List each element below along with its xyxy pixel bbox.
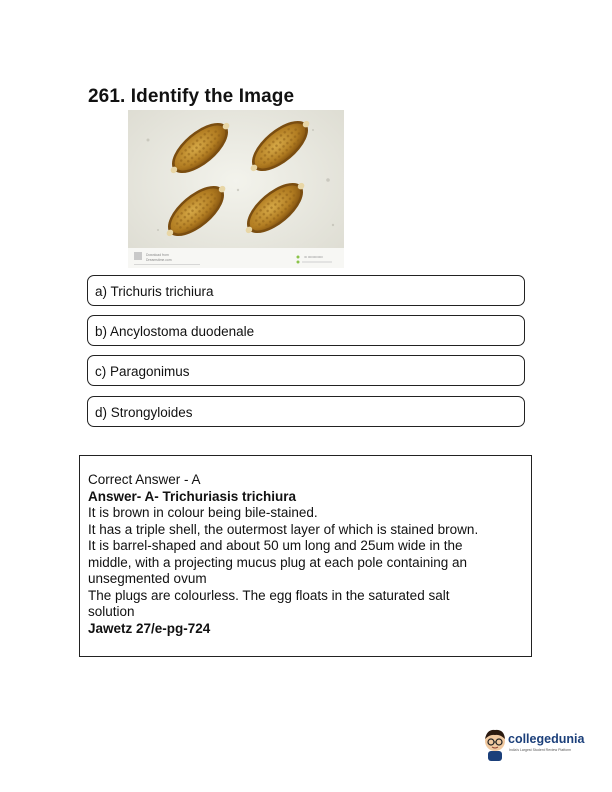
explanation-line: It is brown in colour being bile-stained. xyxy=(88,505,318,520)
explanation-line: It has a triple shell, the outermost layer of which is stained brown. xyxy=(88,521,479,537)
option-d-label: d) Strongyloides xyxy=(95,405,193,420)
watermark-source: Download from xyxy=(146,253,169,257)
correct-answer: Correct Answer - A xyxy=(88,472,201,487)
mascot-icon xyxy=(482,728,508,762)
explanation-line: It is barrel-shaped and about 50 um long and 25um wide in the xyxy=(88,538,463,553)
option-a-label: a) Trichuris trichiura xyxy=(95,284,214,299)
explanation-line: middle, with a projecting mucus plug at each pole containing an xyxy=(88,554,467,570)
reference: Jawetz 27/e-pg-724 xyxy=(88,620,211,636)
explanation-line: solution xyxy=(88,604,135,619)
answer-explanation-box xyxy=(79,455,532,657)
watermark-id: ID 000000000 xyxy=(304,255,323,259)
option-b-label: b) Ancylostoma duodenale xyxy=(95,324,255,339)
watermark-site: Dreamstime.com xyxy=(146,258,172,262)
option-b[interactable] xyxy=(87,315,525,346)
brand-name: collegedunia xyxy=(508,732,585,746)
trichuris-egg-micrograph xyxy=(128,110,344,268)
question-number: 261. xyxy=(88,86,126,107)
brand-tagline: India's Largest Student Review Platform xyxy=(509,748,572,752)
question-text: Identify the Image xyxy=(130,86,295,107)
option-c[interactable] xyxy=(87,355,525,386)
answer-heading: Answer- A- Trichuriasis trichiura xyxy=(88,488,297,504)
watermark-logo-icon xyxy=(134,252,142,260)
explanation-line: unsegmented ovum xyxy=(88,571,207,586)
collegedunia-logo[interactable] xyxy=(482,728,592,764)
question-title xyxy=(88,86,294,108)
explanation-line: The plugs are colourless. The egg floats in the saturated salt xyxy=(88,587,450,603)
option-d[interactable] xyxy=(87,396,525,427)
option-c-label: c) Paragonimus xyxy=(95,364,190,379)
option-a[interactable] xyxy=(87,275,525,306)
